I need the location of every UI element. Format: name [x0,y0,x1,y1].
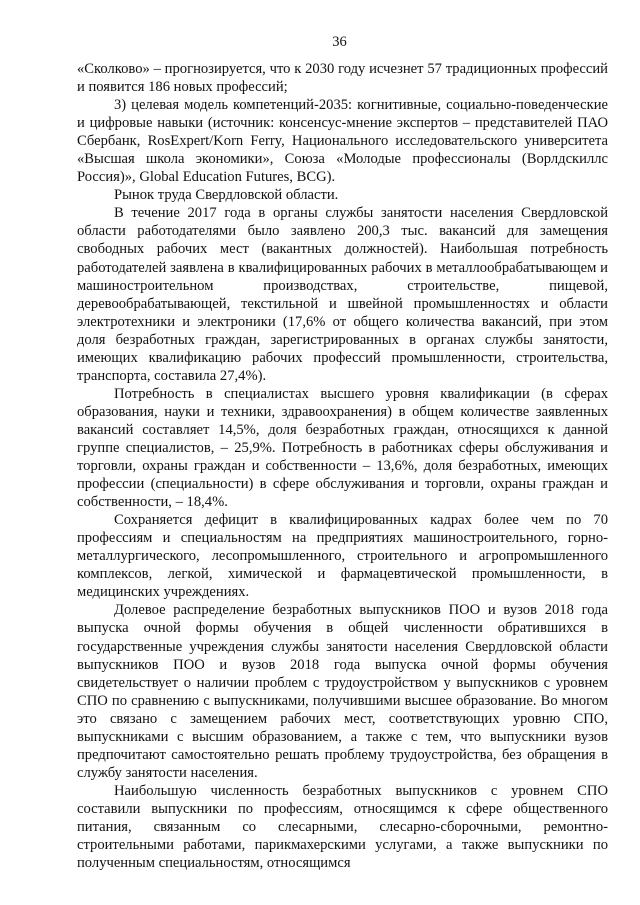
paragraph: В течение 2017 года в органы службы занятости населения Свердловской области работодателями было заявлено 200,3 тыс. вакансий для замещения свободных рабочих мест (вакантных должностей). Наибольшая потребность работодателей заявлена в квалифицированных рабочих в металлообрабатывающем и машиностроительном производствах, строительстве, пищевой, деревообрабатывающей, текстильной и швейной промышленностях и области электротехники и электроники (17,6% от общего количества вакансий, при этом доля безработных граждан, зарегистрированных в органах службы занятости, имеющих квалификацию рабочих профессий промышленности, строительства, транспорта, составила 27,4%). [77,205,608,384]
body-text [77,60,608,872]
paragraph: 3) целевая модель компетенций-2035: когнитивные, социально-поведенческие и цифровые навыки (источник: консенсус-мнение экспертов – представителей ПАО Сбербанк, RosExpert/Korn Ferry, Национального исследовательского университета «Высшая школа экономики», Союза «Молодые профессионалы (Ворлдскиллс Россия)», Global Education Futures, BCG). [77,97,608,186]
section-heading: Рынок труда Свердловской области. [114,187,339,204]
paragraph: Долевое распределение безработных выпускников ПОО и вузов 2018 года выпуска очной формы обучения в общей численности обратившихся в государственные учреждения службы занятости населения Свердловской области выпускников ПОО и вузов 2018 года выпуска очной формы обучения свидетельствует о наличии проблем с трудоустройством у выпускников с уровнем СПО по сравнению с выпускниками, получившими высшее образование. Во многом это связано с замещением рабочих мест, соответствующих уровню СПО, выпускниками с высшим образованием, а также с тем, что выпускники вузов предпочитают самостоятельно решать проблему трудоустройства, без обращения в службу занятости населения. [77,602,608,781]
paragraph: Наибольшую численность безработных выпускников с уровнем СПО составили выпускники по профессиям, относящимся к сфере общественного питания, связанным со слесарными, слесарно-сборочными, ремонтно-строительными работами, парикмахерскими услугами, а также выпускники по полученным специальностям, относящимся [77,782,608,872]
paragraph: «Сколково» – прогнозируется, что к 2030 году исчезнет 57 традиционных профессий и появится 186 новых профессий; [77,61,608,96]
page-number: 36 [332,34,347,50]
paragraph: Сохраняется дефицит в квалифицированных кадрах более чем по 70 профессиям и специальностям на предприятиях машиностроительного, горно-металлургического, лесопромышленного, строительного и агропромышленного комплексов, легкой, химической и фармацевтической промышленности, в медицинских учреждениях. [77,512,608,601]
paragraph: Потребность в специалистах высшего уровня квалификации (в сферах образования, науки и техники, здравоохранения) в общем количестве заявленных вакансий составляет 14,5%, доля безработных граждан, относящихся к данной группе специалистов, – 25,9%. Потребность в работниках сферы обслуживания и торговли, охраны граждан и собственности – 13,6%, доля безработных, имеющих профессии (специальности) в сфере обслуживания и торговли, охраны граждан и собственности, – 18,4%. [77,385,608,511]
